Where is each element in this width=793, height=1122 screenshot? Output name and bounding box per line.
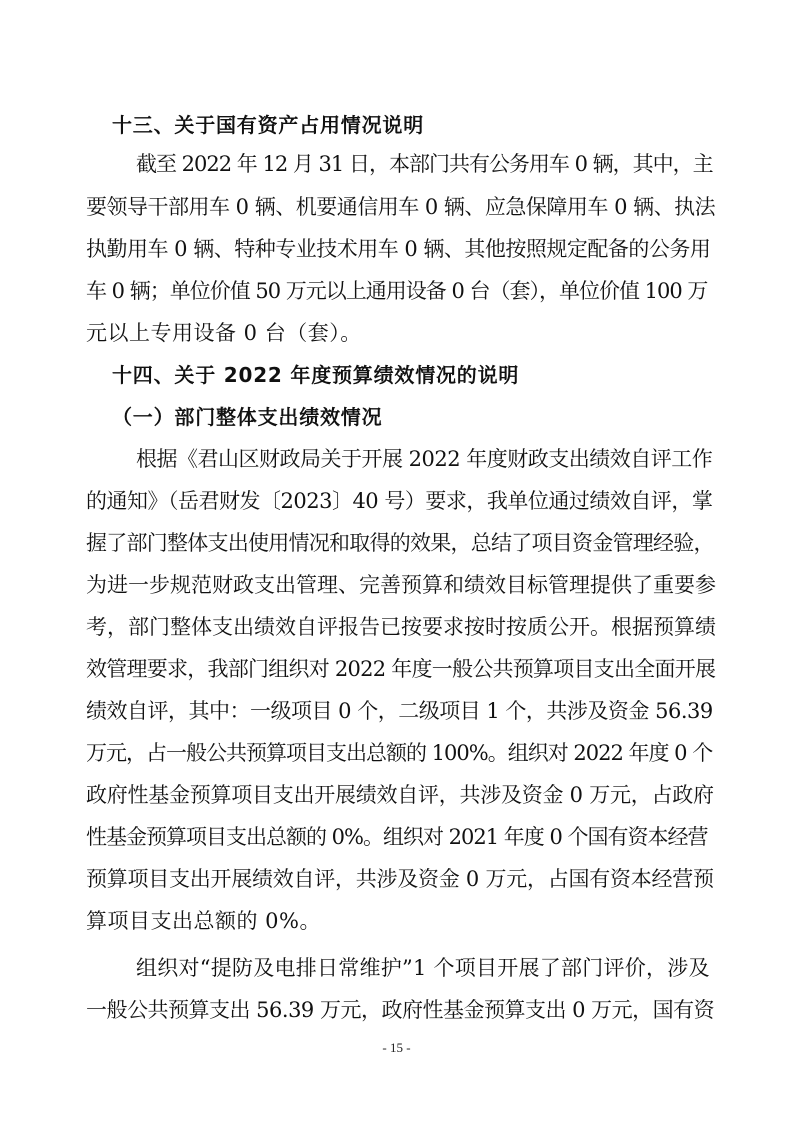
paragraph-1-line-12: 算项目支出总额的 0%。 bbox=[86, 909, 321, 933]
paragraph-1-line-6: 效管理要求，我部门组织对 2022 年度一般公共预算项目支出全面开展 bbox=[86, 657, 716, 681]
paragraph-1-line-8: 万元，占一般公共预算项目支出总额的 100%。组织对 2022 年度 0 个 bbox=[86, 741, 713, 765]
section-13-line-5: 元以上专用设备 0 台（套）。 bbox=[86, 321, 362, 345]
paragraph-2-line-2: 一般公共预算支出 56.39 万元，政府性基金预算支出 0 万元，国有资 bbox=[86, 998, 715, 1022]
paragraph-1-line-9: 政府性基金预算项目支出开展绩效自评，共涉及资金 0 万元，占政府 bbox=[86, 783, 714, 807]
section-13-line-1: 截至 2022 年 12 月 31 日，本部门共有公务用车 0 辆，其中，主 bbox=[136, 152, 713, 176]
section-13-heading: 十三、关于国有资产占用情况说明 bbox=[112, 113, 424, 137]
paragraph-1-line-10: 性基金预算项目支出总额的 0%。组织对 2021 年度 0 个国有资本经营 bbox=[86, 825, 708, 849]
paragraph-1-line-4: 为进一步规范财政支出管理、完善预算和绩效目标管理提供了重要参 bbox=[86, 573, 716, 597]
paragraph-2-line-1: 组织对“提防及电排日常维护”1 个项目开展了部门评价，涉及 bbox=[136, 956, 710, 980]
page-number: - 15 - bbox=[382, 1040, 411, 1055]
paragraph-1-line-1: 根据《君山区财政局关于开展 2022 年度财政支出绩效自评工作 bbox=[136, 447, 713, 471]
paragraph-1-line-2: 的通知》（岳君财发〔2023〕40 号）要求，我单位通过绩效自评，掌 bbox=[86, 489, 713, 513]
section-14-heading: 十四、关于 2022 年度预算绩效情况的说明 bbox=[112, 363, 520, 387]
paragraph-1-line-11: 预算项目支出开展绩效自评，共涉及资金 0 万元，占国有资本经营预 bbox=[86, 867, 714, 891]
section-13-line-2: 要领导干部用车 0 辆、机要通信用车 0 辆、应急保障用车 0 辆、执法 bbox=[86, 195, 716, 219]
section-13-line-3: 执勤用车 0 辆、特种专业技术用车 0 辆、其他按照规定配备的公务用 bbox=[86, 237, 711, 261]
paragraph-1-line-7: 绩效自评，其中：一级项目 0 个，二级项目 1 个，共涉及资金 56.39 bbox=[86, 699, 713, 723]
paragraph-1-line-5: 考，部门整体支出绩效自评报告已按要求按时按质公开。根据预算绩 bbox=[86, 615, 716, 639]
section-14-subheading: （一）部门整体支出绩效情况 bbox=[112, 405, 383, 429]
section-13-line-4: 车 0 辆；单位价值 50 万元以上通用设备 0 台（套），单位价值 100 万 bbox=[86, 279, 708, 303]
paragraph-1-line-3: 握了部门整体支出使用情况和取得的效果，总结了项目资金管理经验， bbox=[86, 531, 714, 555]
